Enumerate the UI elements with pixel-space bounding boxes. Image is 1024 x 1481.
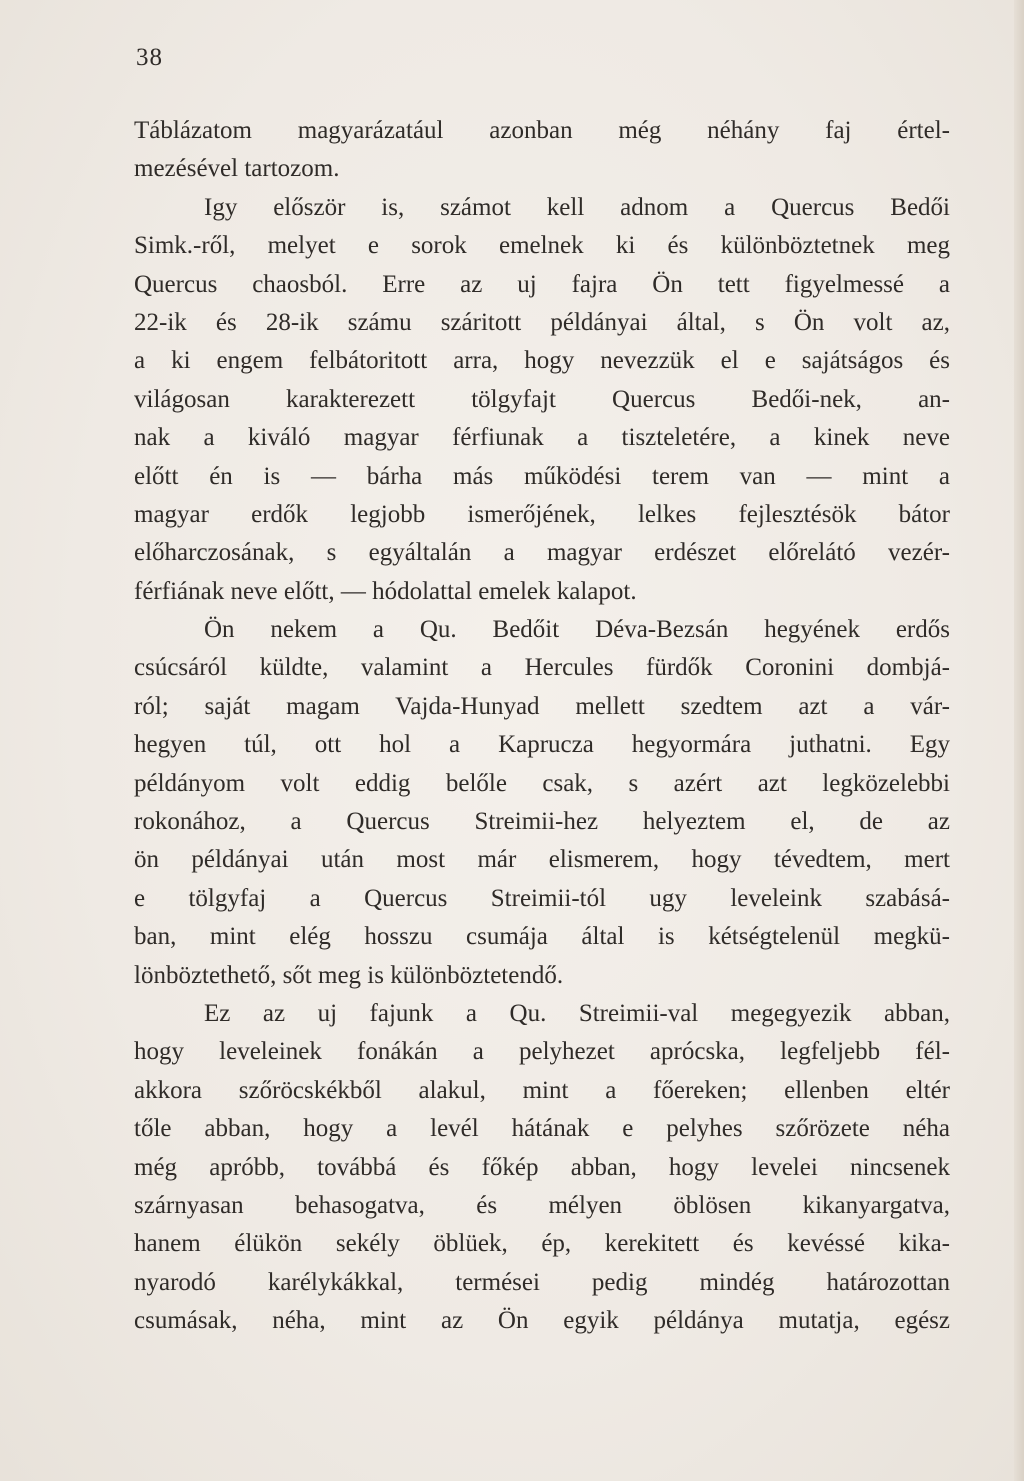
text-line: rokonához, a Quercus Streimii-hez helyeztem el, de az [134, 808, 950, 836]
text-line: Táblázatom magyarázatául azonban még néhány faj értel- [134, 117, 950, 144]
text-line: mezésével tartozom. [134, 155, 340, 183]
text-line: ban, mint elég hosszu csumája által is kétségtelenül megkü- [134, 923, 950, 951]
text-line: csúcsáról küldte, valamint a Hercules fürdők Coronini dombjá- [134, 654, 950, 682]
text-line: hogy leveleinek fonákán a pelyhezet aprócska, legfeljebb fél- [134, 1038, 950, 1066]
text-line: magyar erdők legjobb ismerőjének, lelkes fejlesztésök bátor [134, 500, 950, 528]
page-edge [1014, 0, 1024, 1481]
text-line: példányom volt eddig belőle csak, s azért azt legközelebbi [134, 769, 950, 797]
text-line: csumásak, néha, mint az Ön egyik példánya mutatja, egész [134, 1307, 950, 1335]
body-text [134, 112, 950, 1341]
text-line: akkora szőröcskékből alakul, mint a főereken; ellenben eltér [134, 1076, 950, 1104]
text-line: nak a kiváló magyar férfiunak a tiszteletére, a kinek neve [134, 424, 950, 452]
text-line: előharczosának, s egyáltalán a magyar erdészet előrelátó vezér- [134, 539, 950, 567]
text-line: Igy először is, számot kell adnom a Quercus Bedői [204, 193, 950, 221]
text-line: Ez az uj fajunk a Qu. Streimii-val megegyezik abban, [204, 999, 950, 1027]
text-line: előtt én is — bárha más működési terem van — mint a [134, 462, 950, 490]
text-line: még apróbb, továbbá és főkép abban, hogy levelei nincsenek [134, 1153, 950, 1181]
text-line: tőle abban, hogy a levél hátának e pelyhes szőrözete néha [134, 1115, 950, 1143]
text-line: Ön nekem a Qu. Bedőit Déva-Bezsán hegyének erdős [204, 616, 950, 644]
text-line: Quercus chaosból. Erre az uj fajra Ön tett figyelmessé a [134, 270, 950, 298]
text-line: a ki engem felbátoritott arra, hogy nevezzük el e sajátságos és [134, 347, 950, 375]
text-line: ön példányai után most már elismerem, hogy tévedtem, mert [134, 846, 950, 874]
text-line: Simk.-ről, melyet e sorok emelnek ki és különböztetnek meg [134, 232, 950, 260]
text-line: lönböztethető, sőt meg is különböztetendő. [134, 961, 564, 989]
text-line: világosan karakterezett tölgyfajt Quercus Bedői-nek, an- [134, 385, 950, 413]
text-line: 22-ik és 28-ik számu száritott példányai által, s Ön volt az, [134, 308, 950, 336]
text-line: ról; saját magam Vajda-Hunyad mellett szedtem azt a vár- [134, 692, 950, 720]
text-line: hanem élükön sekély öblüek, ép, kerekitett és kevéssé kika- [134, 1230, 950, 1258]
text-line: férfiának neve előtt, — hódolattal emelek kalapot. [134, 577, 637, 605]
text-line: nyarodó karélykákkal, termései pedig mindég határozottan [134, 1268, 950, 1296]
text-line: e tölgyfaj a Quercus Streimii-tól ugy leveleink szabásá- [134, 884, 950, 912]
text-line: hegyen túl, ott hol a Kaprucza hegyormára juthatni. Egy [134, 731, 950, 759]
text-line: szárnyasan behasogatva, és mélyen öblösen kikanyargatva, [134, 1191, 950, 1219]
page-number: 38 [136, 44, 163, 71]
